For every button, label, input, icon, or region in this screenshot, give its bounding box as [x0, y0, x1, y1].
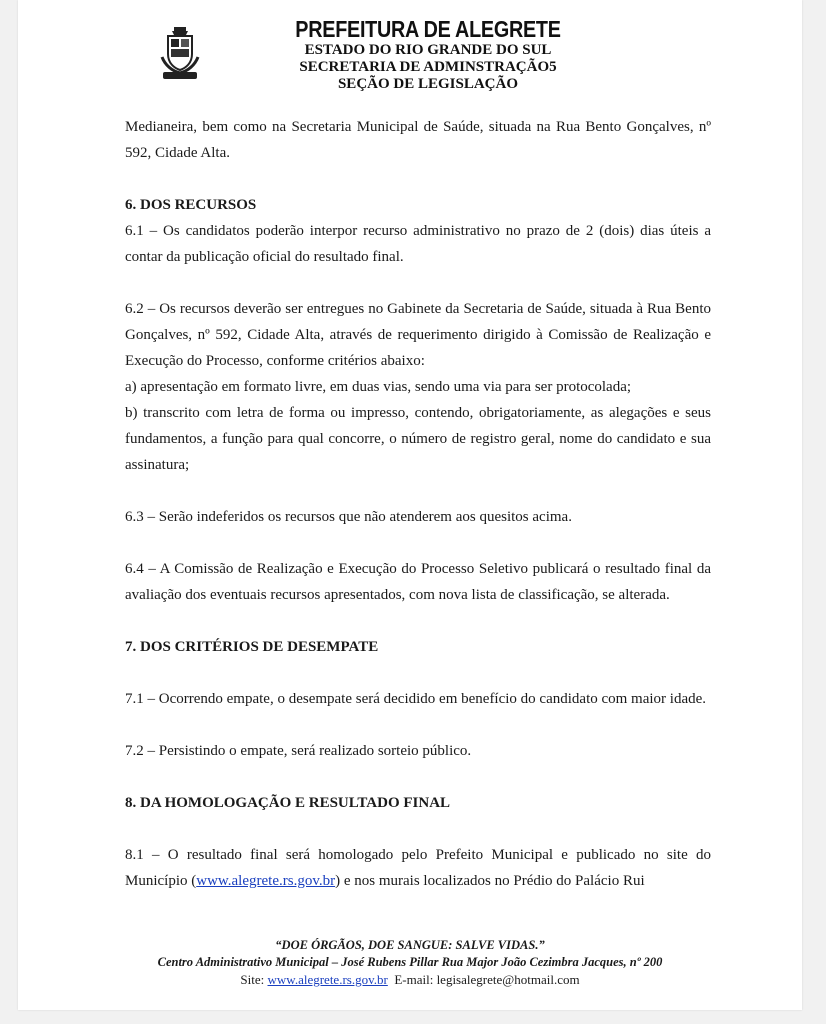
municipality-site-link[interactable]: www.alegrete.rs.gov.br	[196, 873, 336, 889]
section-7-heading: 7. DOS CRITÉRIOS DE DESEMPATE	[125, 639, 379, 655]
coat-of-arms-logo	[160, 27, 200, 81]
paragraph-6-2-b: b) transcrito com letra de forma ou impresso, contendo, obrigatoriamente, as alegações e seus fundamentos, a função para qual concorre, o número de registro geral, nome do candidato e sua assinatura;	[125, 405, 711, 473]
header-title: PREFEITURA DE ALEGRETE	[295, 16, 561, 42]
paragraph-6-4: 6.4 – A Comissão de Realização e Execução do Processo Seletivo publicará o resultado final da avaliação dos eventuais recursos apresentados, com nova lista de classificação, se alterada.	[125, 561, 711, 603]
paragraph-7-2: 7.2 – Persistindo o empate, será realizado sorteio público.	[125, 743, 472, 759]
section-6-heading: 6. DOS RECURSOS	[125, 197, 257, 213]
paragraph-6-2-a: a) apresentação em formato livre, em duas vias, sendo uma via para ser protocolada;	[125, 379, 632, 395]
header-secretariat: SECRETARIA DE ADMINSTRAÇÃO5	[299, 59, 557, 75]
document-header	[200, 16, 656, 93]
section-8-heading: 8. DA HOMOLOGAÇÃO E RESULTADO FINAL	[125, 795, 451, 811]
paragraph-6-3: 6.3 – Serão indeferidos os recursos que não atenderem aos quesitos acima.	[125, 509, 572, 525]
document-footer	[18, 937, 802, 988]
paragraph-8-1-text-start: 8.1 – O resultado final será homologado pelo Prefeito Municipal e publicado no site do Município (	[125, 847, 711, 889]
footer-slogan: “DOE ÓRGÃOS, DOE SANGUE: SALVE VIDAS.”	[275, 938, 545, 952]
footer-contact	[18, 971, 802, 988]
paragraph-6-2: 6.2 – Os recursos deverão ser entregues no Gabinete da Secretaria de Saúde, situada à Rua Bento Gonçalves, nº 592, Cidade Alta, através de requerimento dirigido à Comissão de Realização e Execução do Processo, conforme critérios abaixo:	[125, 301, 711, 369]
footer-address: Centro Administrativo Municipal – José Rubens Pillar Rua Major João Cezimbra Jacques, nº 200	[157, 955, 663, 969]
paragraph-8-1	[125, 842, 711, 894]
footer-email: E-mail: legisalegrete@hotmail.com	[387, 972, 580, 987]
paragraph-intro: Medianeira, bem como na Secretaria Municipal de Saúde, situada na Rua Bento Gonçalves, nº 592, Cidade Alta.	[125, 119, 711, 161]
footer-site-link[interactable]: www.alegrete.rs.gov.br	[267, 972, 388, 987]
footer-site-label: Site:	[240, 972, 268, 987]
paragraph-6-1: 6.1 – Os candidatos poderão interpor recurso administrativo no prazo de 2 (dois) dias úteis a contar da publicação oficial do resultado final.	[125, 223, 711, 265]
paragraph-8-1-text-end: ) e nos murais localizados no Prédio do Palácio Rui	[335, 873, 645, 889]
header-state: ESTADO DO RIO GRANDE DO SUL	[304, 42, 552, 58]
document-body	[125, 114, 711, 894]
header-section: SEÇÃO DE LEGISLAÇÃO	[337, 76, 519, 92]
paragraph-7-1: 7.1 – Ocorrendo empate, o desempate será decidido em benefício do candidato com maior idade.	[125, 691, 707, 707]
